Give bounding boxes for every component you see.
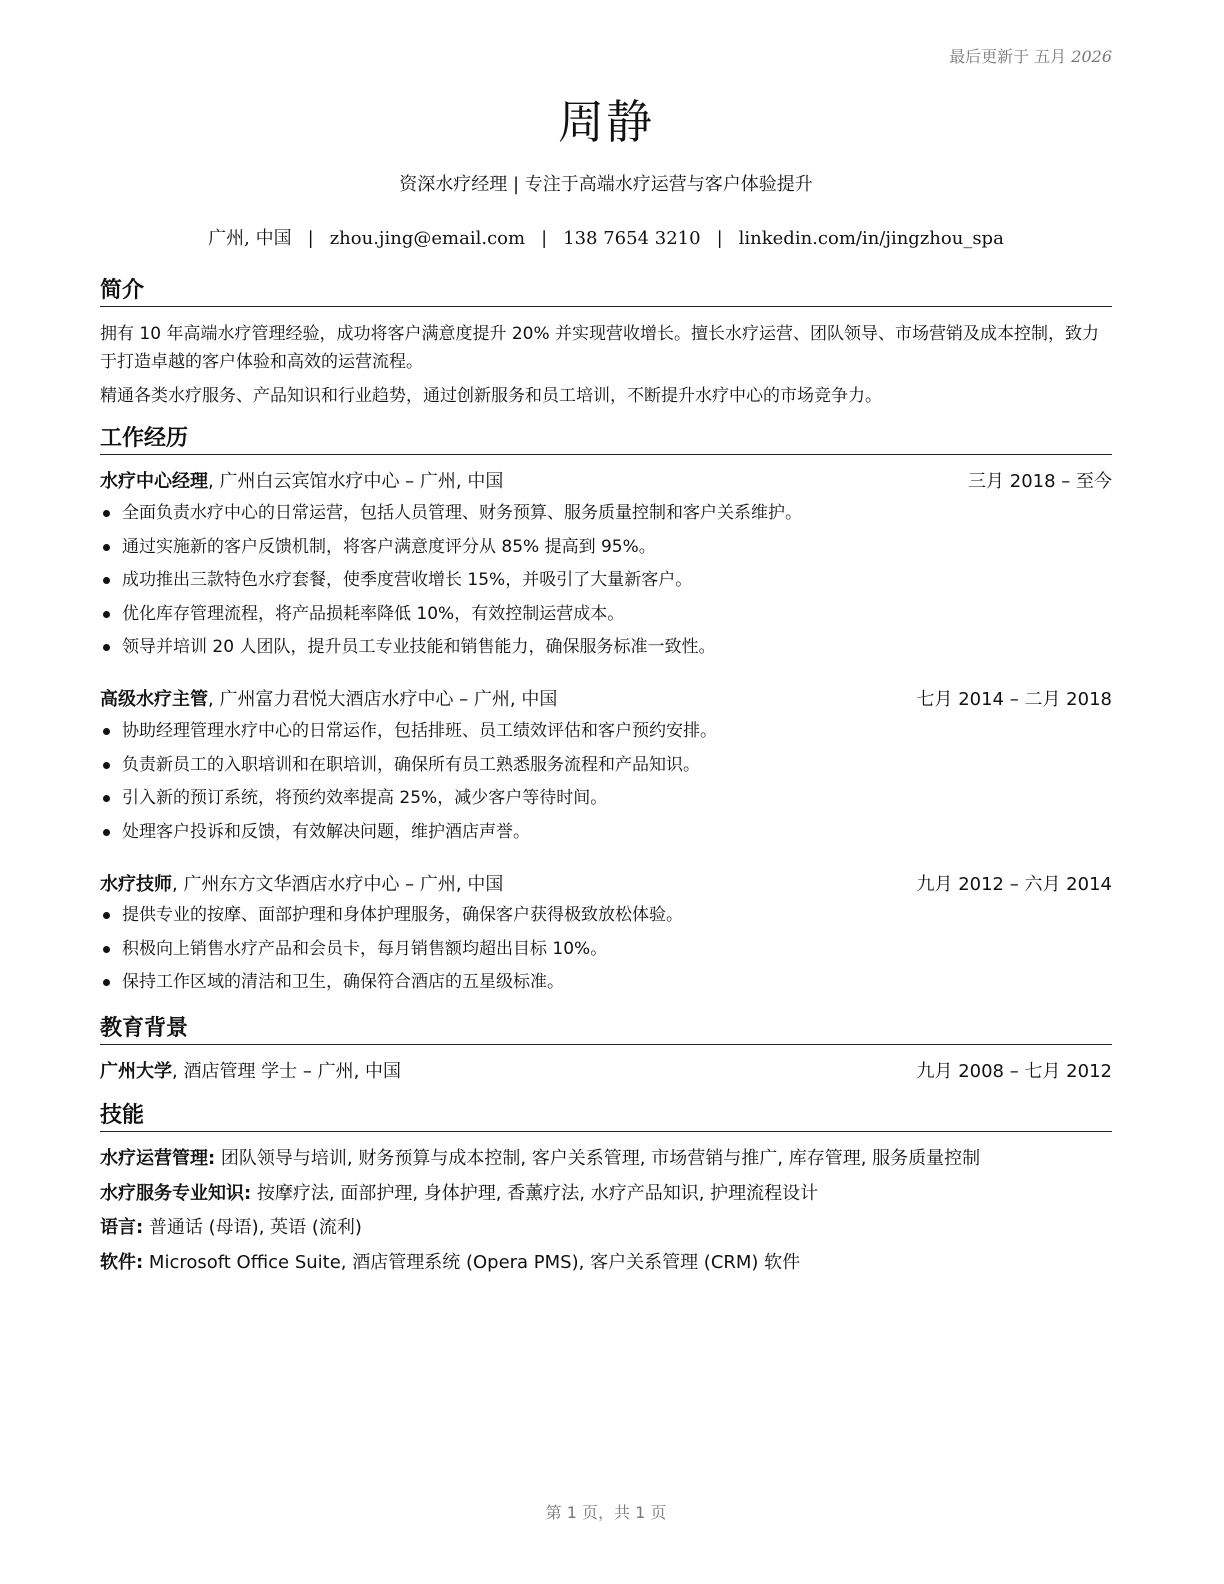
list-item: 负责新员工的入职培训和在职培训，确保所有员工熟悉服务流程和产品知识。 [100, 752, 1112, 786]
school-name: 广州大学 [100, 1061, 172, 1082]
summary-paragraph: 拥有 10 年高端水疗管理经验，成功将客户满意度提升 20% 并实现营收增长。擅长水疗运营、团队领导、市场营销及成本控制，致力于打造卓越的客户体验和高效的运营流程。 [100, 324, 1100, 372]
job-header [100, 688, 1112, 712]
list-item: 积极向上销售水疗产品和会员卡，每月销售额均超出目标 10%。 [100, 936, 1112, 970]
skill-row [100, 1216, 1112, 1240]
contact-phone: 138 7654 3210 [563, 228, 701, 249]
list-item: 保持工作区域的清洁和卫生，确保符合酒店的五星级标准。 [100, 969, 1112, 1003]
skill-value: 普通话 (母语), 英语 (流利) [143, 1217, 362, 1238]
skill-row [100, 1251, 1112, 1275]
skill-label: 软件: [100, 1252, 144, 1273]
job-header [100, 873, 1112, 897]
section-title-experience: 工作经历 [100, 426, 1112, 455]
job-title: 高级水疗主管 [100, 689, 208, 710]
page-number: 第 1 页，共 1 页 [545, 1503, 667, 1522]
contact-separator: | [541, 228, 548, 249]
job-dates: 三月 2018 – 至今 [968, 471, 1112, 492]
job-dates: 七月 2014 – 二月 2018 [916, 689, 1112, 710]
section-title-education: 教育背景 [100, 1016, 1112, 1045]
last-updated: 最后更新于 五月 2026 [949, 47, 1112, 66]
resume-page [100, 0, 1112, 1584]
job-org: , 广州富力君悦大酒店水疗中心 – 广州, 中国 [208, 689, 558, 710]
job-title: 水疗技师 [100, 874, 172, 895]
section-title-skills: 技能 [100, 1103, 1112, 1132]
job-bullets [100, 718, 1112, 852]
skill-label: 水疗服务专业知识: [100, 1183, 252, 1204]
list-item: 引入新的预订系统，将预约效率提高 25%，减少客户等待时间。 [100, 785, 1112, 819]
list-item: 通过实施新的客户反馈机制，将客户满意度评分从 85% 提高到 95%。 [100, 534, 1112, 568]
degree-detail: , 酒店管理 学士 – 广州, 中国 [172, 1061, 402, 1082]
contact-separator: | [307, 228, 314, 249]
list-item: 处理客户投诉和反馈，有效解决问题，维护酒店声誉。 [100, 819, 1112, 853]
job-bullets [100, 902, 1112, 1003]
contact-separator: | [716, 228, 723, 249]
list-item: 提供专业的按摩、面部护理和身体护理服务，确保客户获得极致放松体验。 [100, 902, 1112, 936]
list-item: 全面负责水疗中心的日常运营，包括人员管理、财务预算、服务质量控制和客户关系维护。 [100, 500, 1112, 534]
tagline: 资深水疗经理 | 专注于高端水疗运营与客户体验提升 [399, 174, 813, 195]
job-org: , 广州东方文华酒店水疗中心 – 广州, 中国 [172, 874, 504, 895]
skill-value: 按摩疗法, 面部护理, 身体护理, 香薰疗法, 水疗产品知识, 护理流程设计 [251, 1183, 819, 1204]
skill-row [100, 1147, 1112, 1171]
job-dates: 九月 2012 – 六月 2014 [916, 874, 1112, 895]
list-item: 领导并培训 20 人团队，提升员工专业技能和销售能力，确保服务标准一致性。 [100, 634, 1112, 668]
job-org: , 广州白云宾馆水疗中心 – 广州, 中国 [208, 471, 504, 492]
list-item: 协助经理管理水疗中心的日常运作，包括排班、员工绩效评估和客户预约安排。 [100, 718, 1112, 752]
summary-paragraph: 精通各类水疗服务、产品知识和行业趋势，通过创新服务和员工培训，不断提升水疗中心的市场竞争力。 [100, 386, 882, 406]
skill-label: 水疗运营管理: [100, 1148, 216, 1169]
contact-linkedin[interactable]: linkedin.com/in/jingzhou_spa [738, 228, 1004, 249]
skill-row [100, 1182, 1112, 1206]
list-item: 优化库存管理流程，将产品损耗率降低 10%，有效控制运营成本。 [100, 601, 1112, 635]
education-entry [100, 1060, 1112, 1084]
contact-location: 广州, 中国 [208, 228, 292, 249]
candidate-name: 周静 [558, 95, 654, 149]
skill-value: Microsoft Office Suite, 酒店管理系统 (Opera PMS), 客户关系管理 (CRM) 软件 [143, 1252, 801, 1273]
education-dates: 九月 2008 – 七月 2012 [916, 1061, 1112, 1082]
contact-email[interactable]: zhou.jing@email.com [329, 228, 526, 249]
job-header [100, 470, 1112, 494]
contact-line [100, 224, 1112, 250]
section-title-summary: 简介 [100, 278, 1112, 307]
job-title: 水疗中心经理 [100, 471, 208, 492]
skill-value: 团队领导与培训, 财务预算与成本控制, 客户关系管理, 市场营销与推广, 库存管理, 服务质量控制 [215, 1148, 981, 1169]
skill-label: 语言: [100, 1217, 144, 1238]
list-item: 成功推出三款特色水疗套餐，使季度营收增长 15%，并吸引了大量新客户。 [100, 567, 1112, 601]
job-bullets [100, 500, 1112, 668]
